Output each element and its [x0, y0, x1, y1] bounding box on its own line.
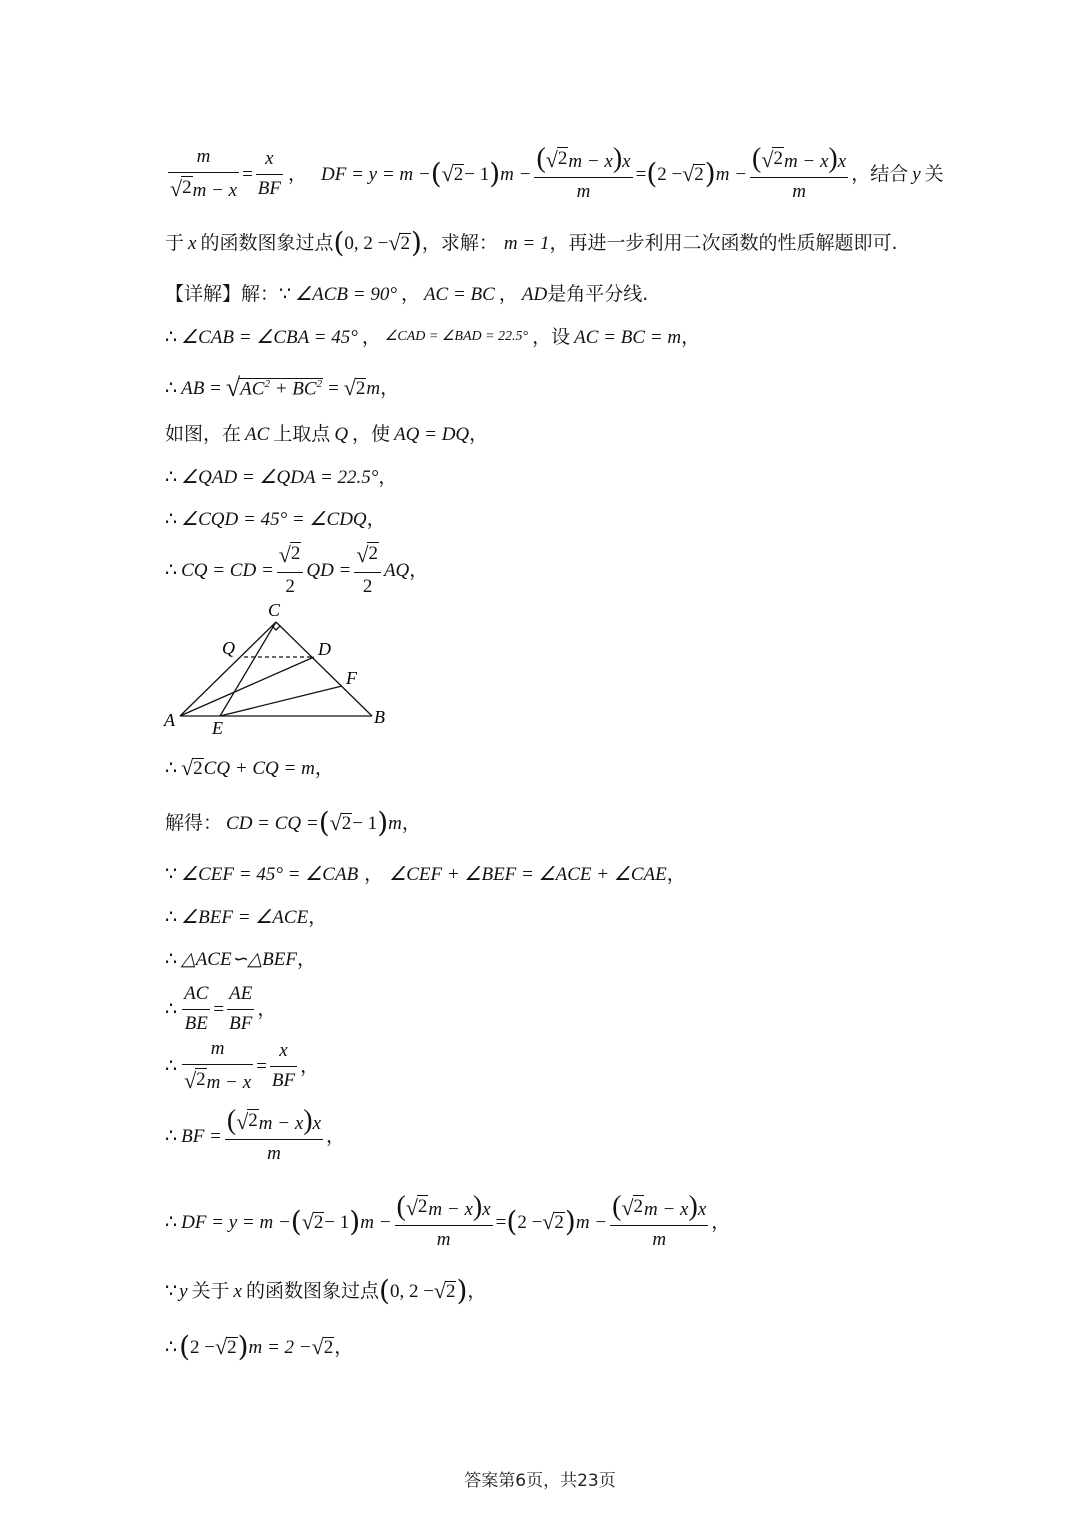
line-2: 于 x 的函数图象过点 ( 0, 2 − √ 2 ) ，求解： m = 1 ，再进一步利用二次函数的性质解题即可.	[165, 226, 898, 259]
fraction-bf-expression-2: ( √ 2 m − x)x m	[752, 142, 847, 202]
line-17: ∴ BF = ( √ 2 m − x)x m ，	[165, 1104, 346, 1164]
label-a: A	[164, 710, 175, 730]
fraction-bf-expression: ( √ 2 m − x)x m	[536, 142, 631, 202]
line-5: ∴ AB = √ $AC^2 + BC^2$ = √ 2 m ，	[165, 373, 400, 402]
segment-cb	[276, 622, 372, 716]
segment-ad	[180, 657, 314, 716]
triangle-diagram	[160, 598, 420, 738]
label-b: B	[374, 707, 385, 727]
df-expression: DF = y = m −	[321, 163, 431, 185]
line-8: ∴ ∠CQD = 45° = ∠CDQ ，	[165, 507, 386, 530]
label-q: Q	[222, 638, 235, 658]
fraction-m-over-root: m √ 2 m − x	[170, 145, 238, 201]
right-angle-mark	[272, 626, 280, 630]
line-10: ∴ √ 2 CQ + CQ = m ，	[165, 755, 334, 780]
line-12: ∵ ∠CEF = 45° = ∠CAB ， ∠CEF + ∠BEF = ∠ACE + ∠CAE ，	[165, 862, 686, 885]
label-d: D	[318, 639, 331, 659]
line-18: ∴ DF = y = m − ( √ 2 − 1 ) m − ( √ 2 m − x)x m = ( 2 − √ 2 ) m − ( √ 2 m − x)x m ，	[165, 1190, 731, 1250]
page-footer: 答案第6页，共23页	[464, 1471, 616, 1491]
line-16: ∴ m √ 2 m − x = $\frac{x}{BF}$ ，	[165, 1037, 320, 1093]
line-14: ∴ △ACE∽△BEF ，	[165, 947, 316, 970]
line-13: ∴ ∠BEF = ∠ACE ，	[165, 905, 328, 928]
line-1: m √ 2 m − x = $\frac{x}{BF}$ ， DF = y = m − ( √ 2 − 1 ) m − ( √ 2 m − x)x m = ( 2 − √ 2 ) m − ( √ 2 m − x)x m ，结合 y 关	[170, 142, 944, 202]
line-3: 【详解】解：∵ ∠ACB = 90° ， AC = BC ， AD 是角平分线.	[165, 282, 649, 305]
line-9: ∴ CQ = CD = √ 2 2 QD = √ 2 2 AQ ，	[165, 541, 429, 597]
line-7: ∴ ∠QAD = ∠QDA = 22.5° ，	[165, 465, 398, 488]
label-c: C	[268, 600, 281, 620]
line-19: ∵ y 关于 x 的函数图象过点 ( 0, 2 − √ 2 ) ，	[165, 1274, 487, 1307]
line-20: ∴ ( 2 − √ 2 ) m = 2 − √ 2 ，	[165, 1330, 354, 1363]
label-e: E	[212, 718, 223, 738]
label-f: F	[346, 668, 357, 688]
line-6: 如图，在 AC 上取点 Q ，使 AQ = DQ ，	[165, 422, 489, 445]
line-4: ∴ ∠CAB = ∠CBA = 45° ， ∠CAD = ∠BAD = 22.5° ，设 AC = BC = m ，	[165, 325, 701, 348]
line-11: 解得： CD = CQ = ( √ 2 − 1 ) m ，	[165, 806, 421, 839]
fraction-x-over-bf: $\frac{x}{BF}$	[257, 147, 281, 199]
line-15: ∴ $\frac{AC}{BE}$ = $\frac{AE}{BF}$ ，	[165, 982, 277, 1034]
